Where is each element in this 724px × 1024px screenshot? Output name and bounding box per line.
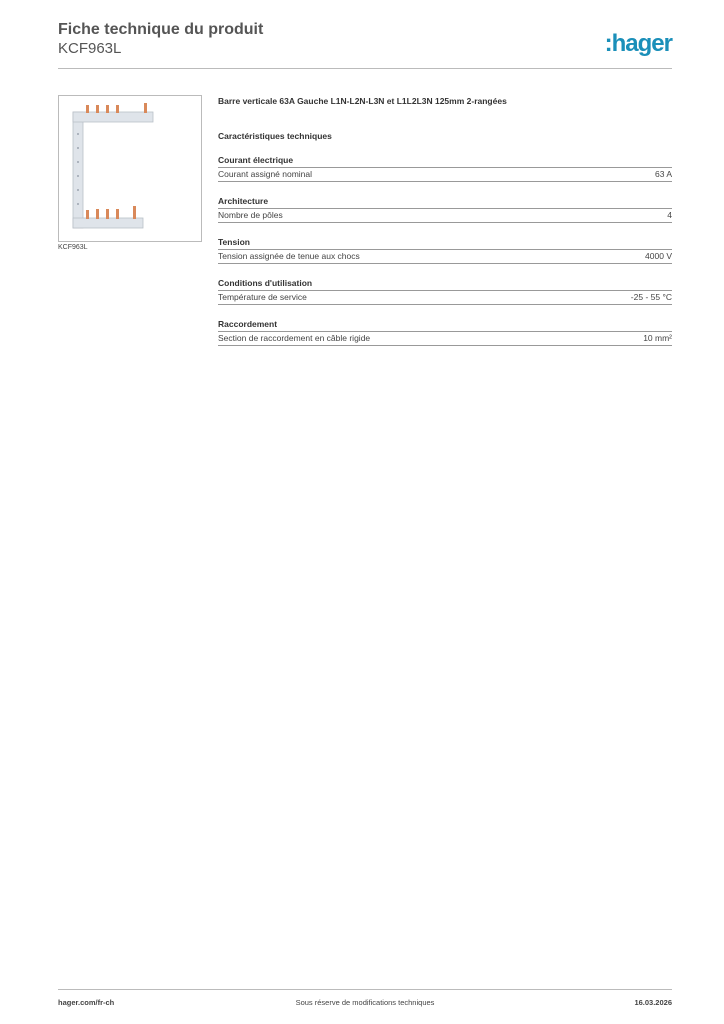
spec-label: Température de service xyxy=(218,292,307,302)
spec-section-current xyxy=(218,155,672,182)
document-date: 16.03.2026 xyxy=(634,998,672,1007)
spec-label: Nombre de pôles xyxy=(218,210,283,220)
product-image-caption: KCF963L xyxy=(58,244,88,251)
product-code: KCF963L xyxy=(58,40,122,57)
product-description: Barre verticale 63A Gauche L1N-L2N-L3N et L1L2L3N 125mm 2-rangées xyxy=(218,96,507,106)
spec-section-title: Conditions d'utilisation xyxy=(218,278,672,291)
spec-row xyxy=(218,291,672,305)
spec-value: 4000 V xyxy=(645,251,672,261)
characteristics-heading: Caractéristiques techniques xyxy=(218,131,332,141)
hager-logo: :hager xyxy=(604,30,672,57)
spec-section-architecture xyxy=(218,196,672,223)
spec-section-title: Courant électrique xyxy=(218,155,672,168)
footer-divider xyxy=(58,989,672,990)
spec-row xyxy=(218,168,672,182)
spec-section-title: Tension xyxy=(218,237,672,250)
spec-row xyxy=(218,332,672,346)
spec-value: 63 A xyxy=(654,169,672,179)
spec-section-title: Architecture xyxy=(218,196,672,209)
spec-row xyxy=(218,209,672,223)
document-header xyxy=(58,20,263,58)
spec-value: -25 - 55 °C xyxy=(630,292,672,302)
spec-value: 10 mm² xyxy=(643,333,672,343)
product-image xyxy=(58,95,202,242)
spec-section-voltage xyxy=(218,237,672,264)
disclaimer-text: Sous réserve de modifications techniques xyxy=(295,998,435,1007)
spec-section-conditions xyxy=(218,278,672,305)
busbar-illustration xyxy=(59,96,201,241)
website-link[interactable]: hager.com/fr-ch xyxy=(58,998,115,1007)
spec-section-title: Raccordement xyxy=(218,319,672,332)
spec-section-connection xyxy=(218,319,672,346)
spec-label: Section de raccordement en câble rigide xyxy=(218,333,371,343)
spec-value: 4 xyxy=(667,210,672,220)
spec-label: Tension assignée de tenue aux chocs xyxy=(218,251,360,261)
header-divider xyxy=(58,68,672,69)
spec-label: Courant assigné nominal xyxy=(218,169,313,179)
spec-row xyxy=(218,250,672,264)
spec-content xyxy=(218,96,672,346)
page-title: Fiche technique du produit xyxy=(58,21,264,38)
